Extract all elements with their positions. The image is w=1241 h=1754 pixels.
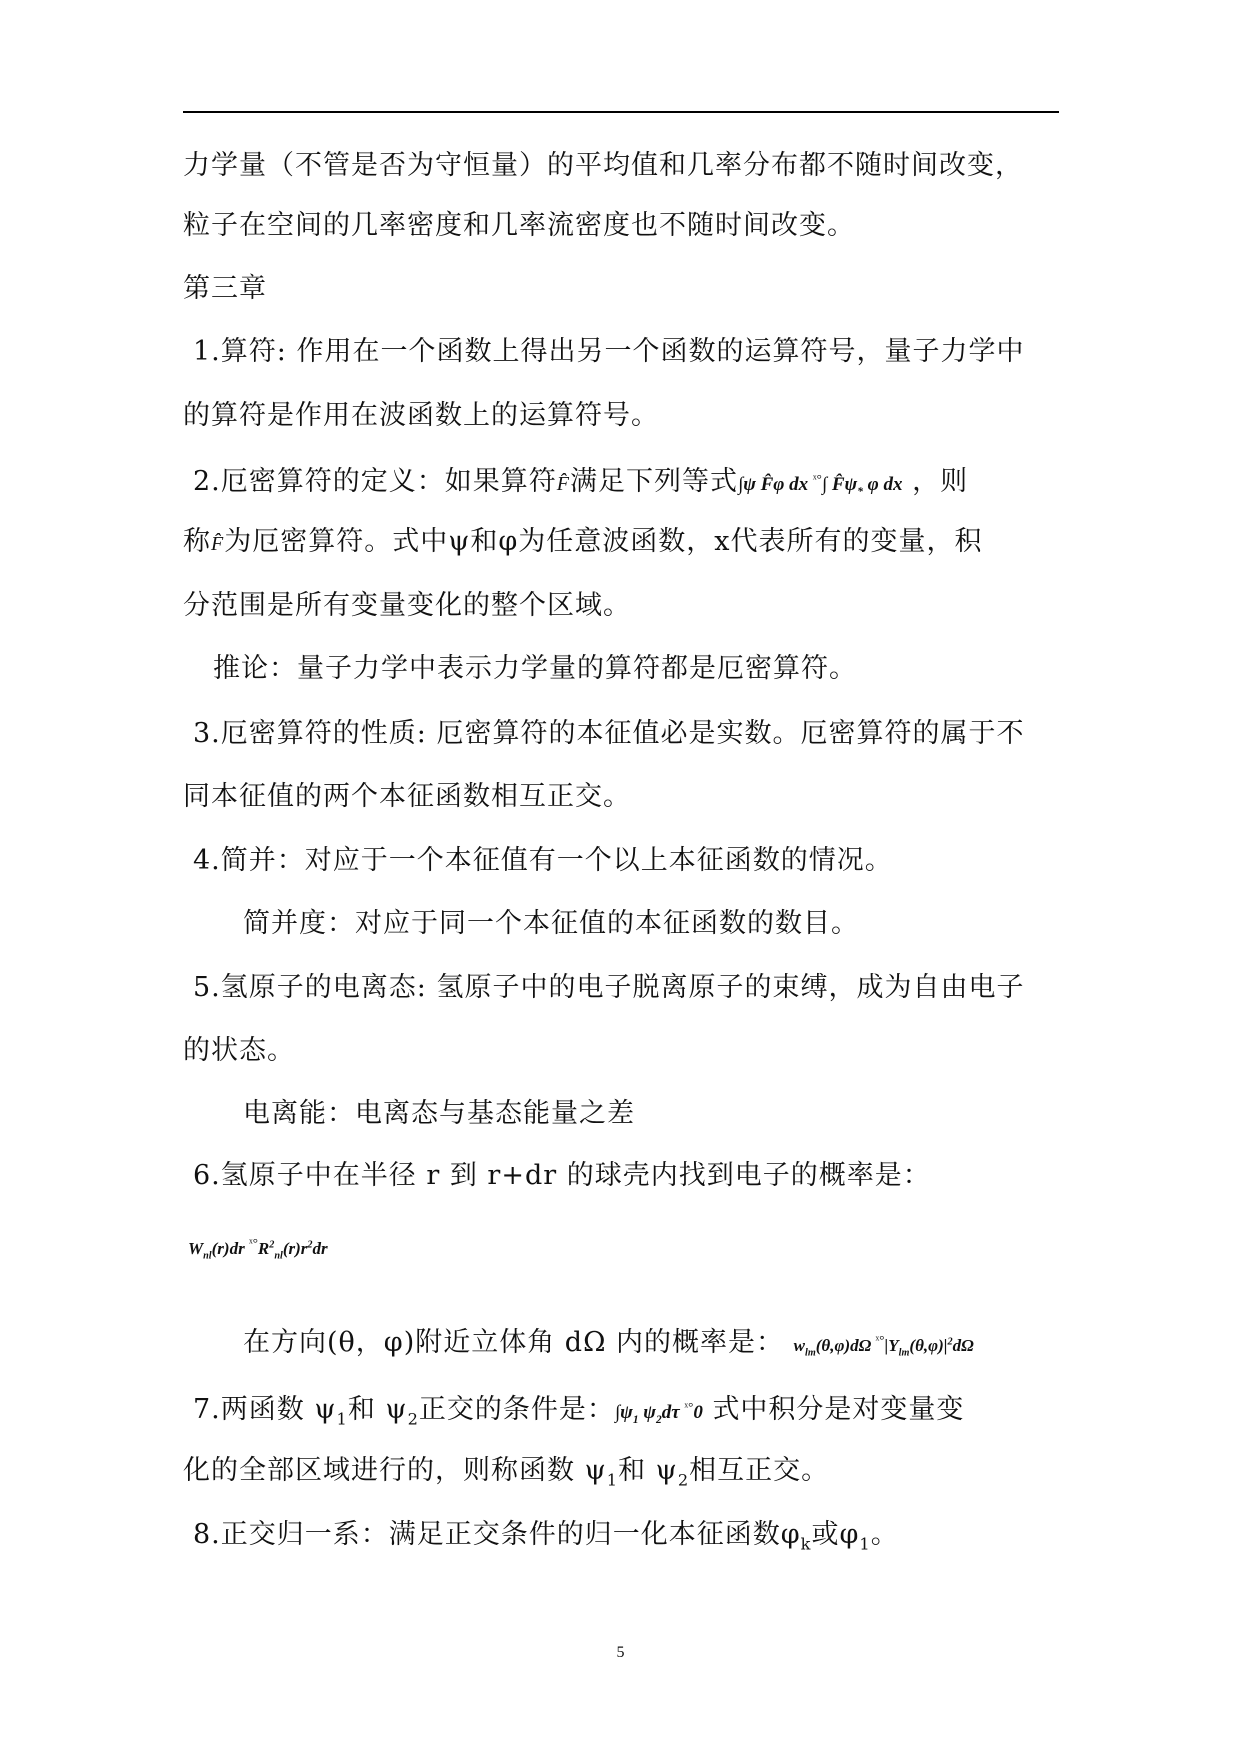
- text: 在方向(θ，φ)附近立体角 dΩ 内的概率是：: [243, 1327, 785, 1358]
- text: ，则: [912, 466, 969, 497]
- paragraph-line: 简并度：对应于同一个本征值的本征函数的数目。: [243, 908, 859, 939]
- formula: ∫ψ F̂φ dx $^{ˣ^\circ}$∫ $F̂\psi_*$ φ dx: [737, 471, 903, 498]
- paragraph-line: 8.正交归一系：满足正交条件的归一化本征函数$\varphi_k$或$\varphi_1$。: [193, 1519, 899, 1554]
- paragraph-line: 电离能：电离态与基态能量之差: [243, 1098, 635, 1129]
- paragraph-line: 同本征值的两个本征函数相互正交。: [183, 781, 631, 812]
- paragraph-line: 6.氢原子中在半径 r 到 r+dr 的球壳内找到电子的概率是：: [193, 1160, 931, 1191]
- paragraph-line: 粒子在空间的几率密度和几率流密度也不随时间改变。: [183, 210, 855, 241]
- paragraph-line: [193, 461, 968, 510]
- paragraph-line: [243, 1322, 974, 1371]
- paragraph-line: 1.算符: 作用在一个函数上得出另一个函数的运算符号，量子力学中: [193, 336, 1025, 367]
- radial-probability-formula: $W_{nl}(r)dr$ $^{ˣ^\circ}R^2_{nl}(r)r^2dr$: [188, 1235, 328, 1262]
- operator-symbol: F̂: [211, 533, 225, 555]
- paragraph-line: 5.氢原子的电离态: 氢原子中的电子脱离原子的束缚，成为自由电子: [193, 972, 1025, 1003]
- chapter-heading: 第三章: [183, 273, 267, 304]
- page-number: 5: [616, 1644, 625, 1661]
- paragraph-line: 化的全部区域进行的，则称函数 $\psi_1$和 $\psi_2$相互正交。: [183, 1455, 830, 1490]
- paragraph-line: 的状态。: [183, 1035, 295, 1066]
- angular-probability-formula: $w_{lm}(\theta,\varphi)d\Omega$ $^{ˣ^\circ}|Y_{lm}(\theta,\varphi)|^2d\Omega$: [793, 1332, 974, 1359]
- text: 2.厄密算符的定义：如果算符: [193, 466, 557, 497]
- paragraph-line: 3.厄密算符的性质: 厄密算符的本征值必是实数。厄密算符的属于不: [193, 718, 1025, 749]
- operator-symbol: F̂: [556, 473, 570, 495]
- paragraph-line: 4.简并：对应于一个本征值有一个以上本征函数的情况。: [193, 845, 893, 876]
- paragraph-line: 力学量（不管是否为守恒量）的平均值和几率分布都不随时间改变，: [183, 150, 1023, 181]
- paragraph-line: 分范围是所有变量变化的整个区域。: [183, 590, 631, 621]
- paragraph-line: 的算符是作用在波函数上的运算符号。: [183, 400, 659, 431]
- text: 满足下列等式: [569, 466, 738, 497]
- paragraph-line: 7.两函数 $\psi_1$和 $\psi_2$正交的条件是：$\int\psi_1$ $\psi_2d\tau$ $^{ˣ^\circ}$0 式中积分是对变量变: [193, 1394, 965, 1429]
- text: 称: [183, 526, 211, 557]
- orthogonality-formula: $\int\psi_1$ $\psi_2d\tau$ $^{ˣ^\circ}$0: [614, 1399, 703, 1426]
- header-rule: [183, 111, 1059, 113]
- paragraph-line: [183, 524, 983, 562]
- text: 为厄密算符。式中ψ和φ为任意波函数，x代表所有的变量，积: [224, 526, 983, 557]
- paragraph-line: 推论：量子力学中表示力学量的算符都是厄密算符。: [213, 653, 857, 684]
